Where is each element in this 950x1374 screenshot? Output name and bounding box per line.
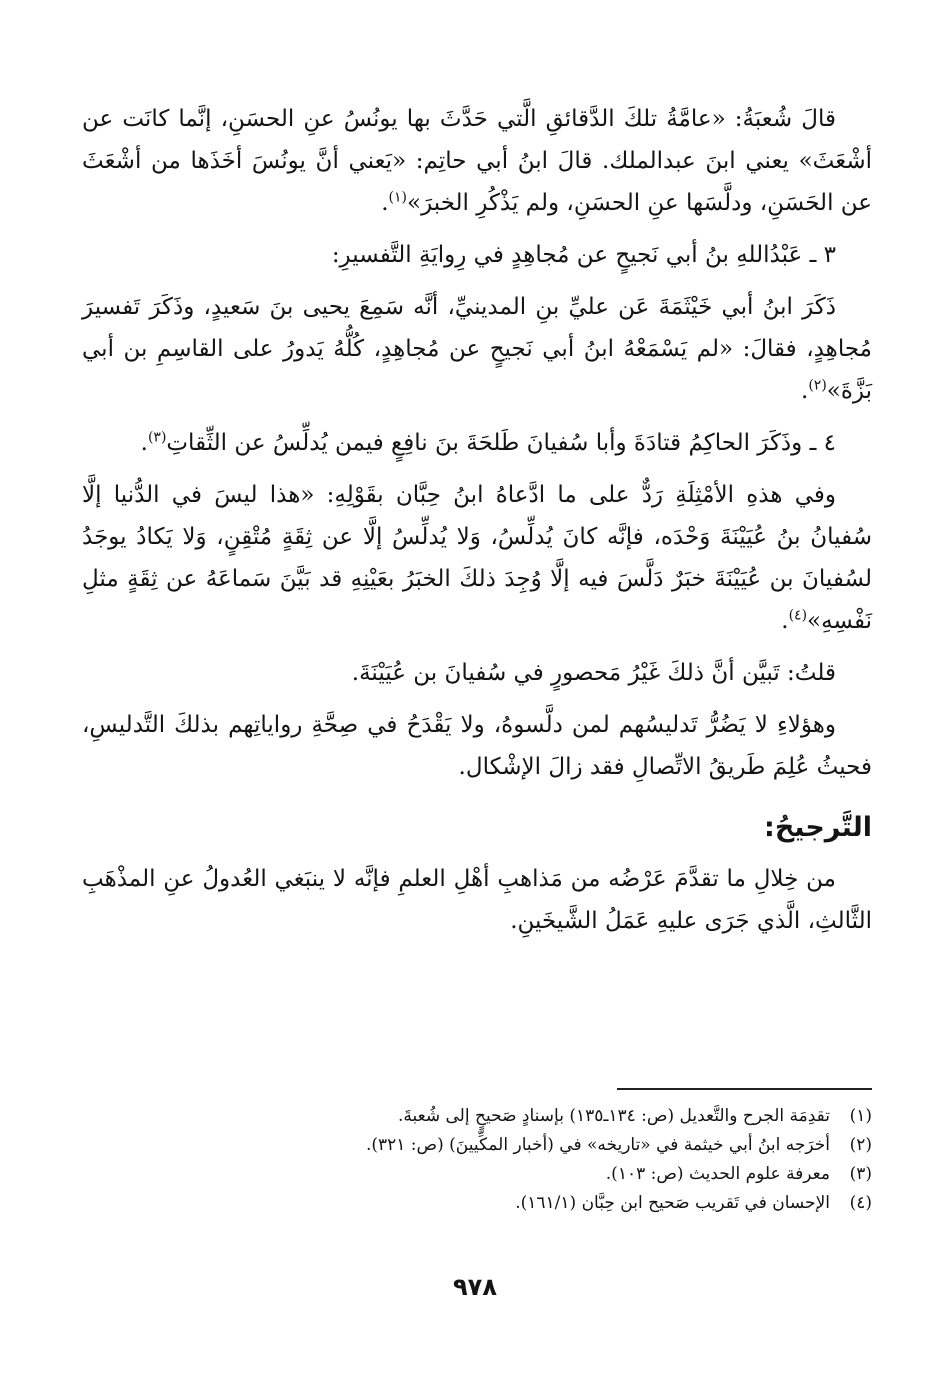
paragraph-shuba-quote	[82, 98, 872, 224]
paragraph-text: وفي هذهِ الأمْثِلَةِ رَدٌّ على ما ادَّعاهُ ابنُ حِبَّان بقَوْلِهِ: «هذا ليسَ في الدُّنيا إلَّا سُفيانُ بنُ عُيَيْنَةَ وَحْدَه، فإنَّه كانَ يُدلِّسُ، وَلا يُدلِّسُ إلَّا عن ثِقَةٍ مُتْقِنٍ، وَلا يَكادُ يوجَدُ لسُفيانَ بن عُيَيْنَةَ خبَرٌ دَلَّسَ فيه إلَّا وُجِدَ ذلكَ الخبَرُ بعَيْنِهِ قد بَيَّنَ سَماعَهُ عن ثِقَةٍ مثلِ نَفْسِهِ»	[82, 482, 872, 634]
footnote-text: تقدِمَة الجرح والتَّعديل (ص: ١٣٤ـ١٣٥) بإسنادٍ صَحيحٍ إلى شُعبةَ.	[398, 1106, 830, 1126]
footnote-number: (٣)	[849, 1164, 872, 1184]
footnote-number: (٤)	[849, 1193, 872, 1213]
footnote-3	[82, 1160, 872, 1189]
footnote-2	[82, 1131, 872, 1160]
footnote-text: معرفة علوم الحديث (ص: ١٠٣).	[605, 1164, 830, 1184]
footnote-reference-4[interactable]: (٤)	[788, 607, 808, 624]
footnote-number: (٢)	[849, 1135, 872, 1155]
paragraph-end: .	[781, 608, 789, 634]
footnote-reference-3[interactable]: (٣)	[147, 429, 167, 446]
paragraph-ibn-abi-khaythama	[82, 286, 872, 412]
paragraph-end: .	[381, 190, 389, 216]
paragraph-qultu	[82, 652, 872, 694]
footnote-divider	[617, 1088, 872, 1090]
paragraph-tarjih	[82, 858, 872, 942]
paragraph-tadlis-conclusion	[82, 704, 872, 788]
page-number: ٩٧٨	[453, 1273, 497, 1301]
footnote-1	[82, 1102, 872, 1131]
footnote-text: أخرَجه ابنُ أبي خيثمة في «تاريخه» في (أخبار المكِّيينَ) (ص: ٣٢١).	[365, 1135, 830, 1155]
paragraph-text: ٤ ـ وذَكَرَ الحاكِمُ قتادَةَ وأبا سُفيانَ طَلحَةَ بنَ نافِعٍ فيمن يُدلِّسُ عن الثِّقاتِ	[166, 430, 836, 456]
footnote-reference-2[interactable]: (٢)	[808, 377, 827, 394]
page-body	[82, 98, 872, 952]
section-heading-tarjih: التَّرجيحُ:	[764, 812, 872, 843]
footnote-text: الإحسان في تَقريب صَحيح ابن حِبَّان (١٦١/١).	[515, 1193, 830, 1213]
paragraph-item-3-title	[82, 234, 872, 276]
paragraph-text: وهؤلاءِ لا يَضُرُّ تَدليسُهم لمن دلَّسوهُ، ولا يَقْدَحُ في صِحَّةِ رواياتِهم بذلكَ التَّدليسِ، فحيثُ عُلِمَ طَريقُ الاتِّصالِ فقد زالَ الإشْكال.	[82, 712, 872, 780]
paragraph-text: قلتُ: تَبيَّن أنَّ ذلكَ غَيْرُ مَحصورٍ في سُفيانَ بن عُيَيْنَةَ.	[351, 660, 836, 686]
footnote-4	[82, 1189, 872, 1218]
paragraph-text: قالَ شُعبَةُ: «عامَّةُ تلكَ الدَّقائقِ الَّتي حَدَّثَ بها يونُسُ عنِ الحسَنِ، إنَّما كانَت عن أشْعَثَ» يعني ابنَ عبدالملك. قالَ ابنُ أبي حاتِم: «يَعني أنَّ يونُسَ أخَذَها من أشْعَثَ عن الحَسَنِ، ودلَّسَها عنِ الحسَنِ، ولم يَذْكُرِ الخبرَ»	[82, 106, 872, 216]
paragraph-end: .	[140, 430, 148, 456]
footnotes-section	[82, 1088, 872, 1218]
paragraph-text: ٣ ـ عَبْدُاللهِ بنُ أبي نَجيحٍ عن مُجاهِدٍ في رِوايَةِ التَّفسيرِ:	[331, 242, 836, 268]
paragraph-text: ذَكَرَ ابنُ أبي خَيْثَمَةَ عَن عليِّ بنِ المدينيِّ، أنَّه سَمِعَ يحيى بنَ سَعيدٍ، وذَكَرَ تَفسيرَ مُجاهِدٍ، فقالَ: «لم يَسْمَعْهُ ابنُ أبي نَجيحٍ عن مُجاهِدٍ، كُلُّهُ يَدورُ على القاسِمِ بن أبي بَزَّةَ»	[82, 294, 872, 404]
footnote-reference-1[interactable]: (١)	[388, 189, 407, 206]
paragraph-end: .	[801, 378, 809, 404]
footnote-number: (١)	[849, 1106, 872, 1126]
paragraph-ibn-hibban-refutation	[82, 474, 872, 642]
paragraph-item-4-hakim	[82, 422, 872, 464]
paragraph-text: من خِلالِ ما تقدَّمَ عَرْضُه من مَذاهبِ أهْلِ العلمِ فإنَّه لا ينبَغي العُدولُ عنِ المذْهَبِ الثَّالثِ، الَّذي جَرَى عليهِ عَمَلُ الشَّيخَينِ.	[82, 866, 872, 934]
